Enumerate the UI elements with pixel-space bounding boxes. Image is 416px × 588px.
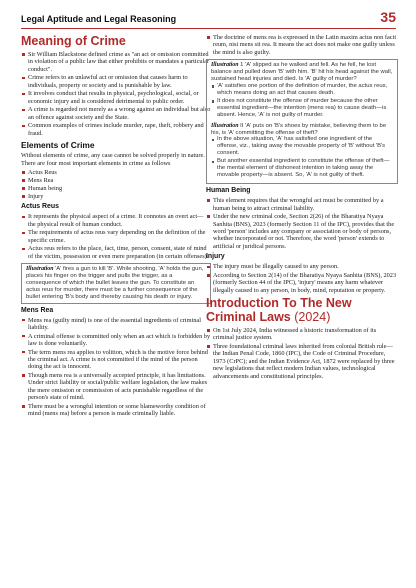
injury-heading: Injury [206, 253, 225, 261]
mens-rea-heading: Mens Rea [21, 306, 54, 314]
actus-reus-heading: Actus Reus [21, 203, 59, 211]
meaning-of-crime-heading: Meaning of Crime [21, 34, 126, 48]
element-item: Actus Reus [21, 169, 211, 176]
illustration-label: Illustration [26, 265, 54, 272]
new-criminal-laws-item: Three foundational criminal laws inherited from colonial British rule—the Indian Penal Code, 1860 (IPC), the Code of Criminal Procedure, 1973 (CrPC); and the Indian Evidence Act, 1872 were replaced by three new legislations that reflect modern Indian values, technological advancements and constitutional principles. [206, 343, 398, 380]
human-being-item: This element requires that the wrongful act must be committed by a human being to attract criminal liability. [206, 197, 398, 212]
mens-rea-list [21, 317, 211, 418]
meaning-list [21, 51, 211, 137]
illustration-point: But another essential ingredient to constitute the offense of theft—the mental element of dishonest intention in taking away the movable property—is absent. So, 'A' is not guilty of theft. [211, 158, 393, 179]
injury-item: The injury must be illegally caused to any person. [206, 263, 398, 270]
running-title: Legal Aptitude and Legal Reasoning [21, 14, 177, 24]
human-being-item: Under the new criminal code, Section 2(26) of the Bharatiya Nyaya Sanhita (BNS), 2023 (formerly Section 11 of the IPC), provides that the word 'person' includes any company or association or body of persons, whether incorporated or not. Therefore, the word 'person' extends to artificial or juridical persons. [206, 213, 398, 250]
illustration-points [211, 83, 393, 119]
elements-list [21, 169, 211, 200]
actus-reus-item: It represents the physical aspect of a crime. It connotes an overt act—the physical result of human conduct. [21, 213, 211, 228]
maxim-item: The doctrine of mens rea is expressed in the Latin maxim actus non facit reum, nisi mens sit rea. It means the act does not make one guilty unless the mind is also guilty. [206, 34, 398, 56]
mens-rea-item: Mens rea (guilty mind) is one of the essential ingredients of criminal liability. [21, 317, 211, 332]
mens-rea-item: There must be a wrongful intention or some blameworthy condition of mind (mens rea) before a person is made criminally liable. [21, 403, 211, 418]
maxim-list [206, 34, 398, 56]
illustration-label: Illustration [211, 122, 239, 129]
illustration-text: 1 'A' slipped as he walked and fell. As he fell, he lost balance and pulled down 'B' with him. 'B' hit his head against the wall, sustained head injuries and died. Is 'A' guilty of murder? [211, 62, 393, 83]
actus-reus-item: Actus reus refers to the place, fact, time, person, consent, state of mind of the victim, possession or even mere preparation (in certain offenses). [21, 245, 211, 260]
element-item: Injury [21, 193, 211, 200]
illustration-point: It does not constitute the offense of murder because the other essential ingredient—the intention (mens rea) to cause death—is absent. Hence, 'A' is not guilty of murder. [211, 98, 393, 119]
new-criminal-laws-year: (2024) [294, 309, 331, 324]
illustration-label: Illustration [211, 62, 239, 69]
illustration-points [211, 136, 393, 179]
illustration-box-actus-reus [21, 263, 211, 304]
page-number: 35 [380, 9, 396, 25]
meaning-item: Sir William Blackstone defined crime as "an act or omission committed in violation of a public law that either prohibits or mandates a particular conduct". [21, 51, 211, 73]
mens-rea-item: Though mens rea is a universally accepted principle, it has limitations. Under strict liability or social/public welfare legislation, the law makes the mere omission or commission of acts punishable regardless of the person's state of mind. [21, 372, 211, 402]
new-criminal-laws-list [206, 327, 398, 380]
meaning-item: It involves conduct that results in physical, psychological, social, or economic injury and is considered detrimental to public order. [21, 90, 211, 105]
illustration-point: 'A' satisfies one portion of the definition of murder, the actus reus, which means doing an act that causes death. [211, 83, 393, 97]
elements-intro: Without elements of crime, any case cannot be solved properly in nature. There are four most important elements in crime as follows [21, 152, 205, 167]
illustration-text: II 'A' puts on 'B's shoes by mistake, believing them to be his, is 'A' committing the offense of theft? [211, 122, 387, 136]
illustration-point: In the above situation, 'A' has satisfied one ingredient of the offense, viz., taking away the movable property of 'B' without 'B's consent. [211, 136, 393, 157]
illustration-text: 'A' fires a gun to kill 'B'. While shooting, 'A' holds the gun, places his finger on the trigger and pulls the trigger, as a consequence of which the bullet leaves the gun. To constitute an actus reus for murder, there must be a further consequence of the bullet entering 'B's body and thereby causing his death or injury. [26, 265, 204, 300]
human-being-list [206, 197, 398, 250]
page-header [21, 8, 396, 29]
left-column [21, 34, 211, 420]
mens-rea-item: A criminal offense is committed only when an act which is forbidden by law is done voluntarily. [21, 333, 211, 348]
mens-rea-item: The term mens rea applies to volition, which is the motive force behind the criminal act. A crime is not committed if the mind of the person doing the act is innocent. [21, 349, 211, 371]
actus-reus-list [21, 213, 211, 260]
human-being-heading: Human Being [206, 187, 251, 195]
element-item: Mens Rea [21, 177, 211, 184]
injury-item: According to Section 2(14) of the Bharatiya Nyaya Sanhita (BNS), 2023 (formerly Section 44 of the IPC), 'injury' means any harm whatever illegally caused to any person, in body, mind, reputation or property. [206, 272, 398, 294]
right-column [206, 34, 398, 382]
injury-list [206, 263, 398, 294]
illustration-box-murder [206, 59, 398, 184]
actus-reus-item: The requirements of actus reus vary depending on the definition of the specific crime. [21, 229, 211, 244]
meaning-item: A crime is regarded not merely as a wrong against an individual but also an offence against society and the State. [21, 106, 211, 121]
elements-of-crime-heading: Elements of Crime [21, 140, 95, 151]
new-criminal-laws-heading [206, 296, 398, 324]
meaning-item: Common examples of crimes include murder, rape, theft, robbery and fraud. [21, 122, 211, 137]
element-item: Human being [21, 185, 211, 192]
new-criminal-laws-title: Introduction To The New Criminal Laws [206, 295, 352, 324]
new-criminal-laws-item: On 1st July 2024, India witnessed a historic transformation of its criminal justice system. [206, 327, 398, 342]
meaning-item: Crime refers to an unlawful act or omission that causes harm to individuals, property or society and is punishable by law. [21, 74, 211, 89]
